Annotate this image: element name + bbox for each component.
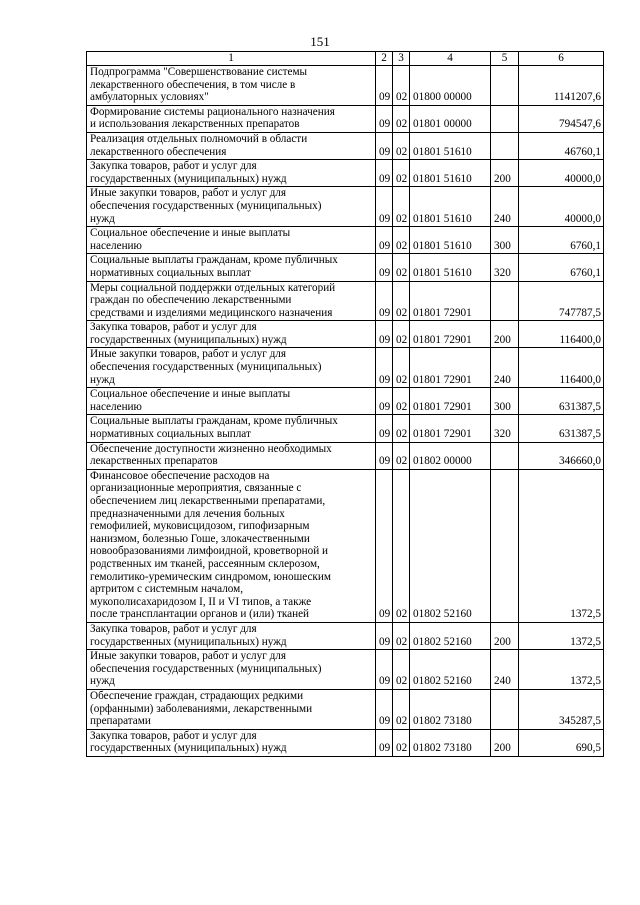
- amount-cell: 6760,1: [519, 227, 604, 254]
- subsection-cell: 02: [393, 388, 410, 415]
- subsection-cell: 02: [393, 254, 410, 281]
- expense-type-cell: 320: [491, 254, 519, 281]
- expense-type-cell: 200: [491, 160, 519, 187]
- row-name-cell: Подпрограмма "Совершенствование системы лекарственного обеспечения, в том числе в амбулаторных условиях": [87, 66, 376, 106]
- row-name-cell: Социальное обеспечение и иные выплаты населению: [87, 227, 376, 254]
- table-row: [87, 132, 604, 159]
- amount-cell: 346660,0: [519, 442, 604, 469]
- target-article-cell: 01801 00000: [410, 105, 491, 132]
- column-header: 6: [519, 52, 604, 66]
- expense-type-cell: 240: [491, 187, 519, 227]
- section-cell: 09: [376, 622, 393, 649]
- expense-type-cell: [491, 689, 519, 729]
- row-name-cell: Закупка товаров, работ и услуг для государственных (муниципальных) нужд: [87, 321, 376, 348]
- table-header-row: [87, 52, 604, 66]
- table-row: [87, 187, 604, 227]
- budget-table: [86, 51, 604, 757]
- target-article-cell: 01801 72901: [410, 281, 491, 321]
- amount-cell: 1372,5: [519, 622, 604, 649]
- target-article-cell: 01801 51610: [410, 132, 491, 159]
- section-cell: 09: [376, 650, 393, 690]
- subsection-cell: 02: [393, 469, 410, 622]
- target-article-cell: 01802 73180: [410, 689, 491, 729]
- table-row: [87, 105, 604, 132]
- subsection-cell: 02: [393, 442, 410, 469]
- section-cell: 09: [376, 254, 393, 281]
- column-header: 3: [393, 52, 410, 66]
- target-article-cell: 01802 52160: [410, 650, 491, 690]
- column-header: 5: [491, 52, 519, 66]
- section-cell: 09: [376, 132, 393, 159]
- target-article-cell: 01802 73180: [410, 729, 491, 756]
- table-row: [87, 348, 604, 388]
- section-cell: 09: [376, 388, 393, 415]
- table-row: [87, 622, 604, 649]
- amount-cell: 794547,6: [519, 105, 604, 132]
- row-name-cell: Обеспечение доступности жизненно необходимых лекарственных препаратов: [87, 442, 376, 469]
- expense-type-cell: 200: [491, 321, 519, 348]
- row-name-cell: Социальное обеспечение и иные выплаты населению: [87, 388, 376, 415]
- target-article-cell: 01801 72901: [410, 348, 491, 388]
- amount-cell: 116400,0: [519, 321, 604, 348]
- amount-cell: 116400,0: [519, 348, 604, 388]
- amount-cell: 6760,1: [519, 254, 604, 281]
- section-cell: 09: [376, 187, 393, 227]
- amount-cell: 1141207,6: [519, 66, 604, 106]
- expense-type-cell: [491, 469, 519, 622]
- row-name-cell: Обеспечение граждан, страдающих редкими (орфанными) заболеваниями, лекарственными препаратами: [87, 689, 376, 729]
- subsection-cell: 02: [393, 105, 410, 132]
- amount-cell: 631387,5: [519, 388, 604, 415]
- subsection-cell: 02: [393, 415, 410, 442]
- expense-type-cell: [491, 66, 519, 106]
- row-name-cell: Закупка товаров, работ и услуг для государственных (муниципальных) нужд: [87, 160, 376, 187]
- row-name-cell: Социальные выплаты гражданам, кроме публичных нормативных социальных выплат: [87, 254, 376, 281]
- expense-type-cell: [491, 132, 519, 159]
- amount-cell: 631387,5: [519, 415, 604, 442]
- section-cell: 09: [376, 66, 393, 106]
- section-cell: 09: [376, 729, 393, 756]
- row-name-cell: Закупка товаров, работ и услуг для государственных (муниципальных) нужд: [87, 622, 376, 649]
- table-row: [87, 729, 604, 756]
- subsection-cell: 02: [393, 160, 410, 187]
- column-header: 4: [410, 52, 491, 66]
- amount-cell: 1372,5: [519, 469, 604, 622]
- amount-cell: 40000,0: [519, 160, 604, 187]
- table-row: [87, 415, 604, 442]
- section-cell: 09: [376, 348, 393, 388]
- section-cell: 09: [376, 321, 393, 348]
- expense-type-cell: [491, 442, 519, 469]
- target-article-cell: 01802 52160: [410, 622, 491, 649]
- table-row: [87, 227, 604, 254]
- subsection-cell: 02: [393, 66, 410, 106]
- page-number: 151: [310, 34, 330, 49]
- table-row: [87, 281, 604, 321]
- table-row: [87, 689, 604, 729]
- row-name-cell: Иные закупки товаров, работ и услуг для обеспечения государственных (муниципальных) нужд: [87, 187, 376, 227]
- section-cell: 09: [376, 689, 393, 729]
- table-row: [87, 650, 604, 690]
- target-article-cell: 01801 72901: [410, 321, 491, 348]
- target-article-cell: 01801 72901: [410, 388, 491, 415]
- row-name-cell: Социальные выплаты гражданам, кроме публичных нормативных социальных выплат: [87, 415, 376, 442]
- row-name-cell: Иные закупки товаров, работ и услуг для обеспечения государственных (муниципальных) нужд: [87, 650, 376, 690]
- expense-type-cell: 240: [491, 650, 519, 690]
- subsection-cell: 02: [393, 187, 410, 227]
- table-row: [87, 388, 604, 415]
- target-article-cell: 01802 52160: [410, 469, 491, 622]
- expense-type-cell: 300: [491, 227, 519, 254]
- amount-cell: 747787,5: [519, 281, 604, 321]
- section-cell: 09: [376, 227, 393, 254]
- expense-type-cell: [491, 281, 519, 321]
- table-row: [87, 160, 604, 187]
- amount-cell: 40000,0: [519, 187, 604, 227]
- section-cell: 09: [376, 160, 393, 187]
- subsection-cell: 02: [393, 281, 410, 321]
- expense-type-cell: 200: [491, 622, 519, 649]
- amount-cell: 345287,5: [519, 689, 604, 729]
- expense-type-cell: 240: [491, 348, 519, 388]
- section-cell: 09: [376, 281, 393, 321]
- row-name-cell: Иные закупки товаров, работ и услуг для обеспечения государственных (муниципальных) нужд: [87, 348, 376, 388]
- section-cell: 09: [376, 442, 393, 469]
- section-cell: 09: [376, 469, 393, 622]
- target-article-cell: 01801 51610: [410, 254, 491, 281]
- target-article-cell: 01801 72901: [410, 415, 491, 442]
- expense-type-cell: 200: [491, 729, 519, 756]
- expense-type-cell: 320: [491, 415, 519, 442]
- section-cell: 09: [376, 105, 393, 132]
- table-row: [87, 442, 604, 469]
- amount-cell: 1372,5: [519, 650, 604, 690]
- subsection-cell: 02: [393, 132, 410, 159]
- subsection-cell: 02: [393, 227, 410, 254]
- expense-type-cell: 300: [491, 388, 519, 415]
- column-header: 2: [376, 52, 393, 66]
- subsection-cell: 02: [393, 321, 410, 348]
- subsection-cell: 02: [393, 729, 410, 756]
- target-article-cell: 01801 51610: [410, 227, 491, 254]
- table-row: [87, 254, 604, 281]
- row-name-cell: Финансовое обеспечение расходов на организационные мероприятия, связанные с обеспечением лиц лекарственными препаратами, предназначенными для лечения больных гемофилией, муковисцидозом, гипофизарным нанизмом, болезнью Гоше, злокачественными новообразованиями лимфоидной, кроветворной и родственных им тканей, рассеянным склерозом, гемолитико-уремическим синдромом, юношеским артритом с системным началом, мукополисахаридозом I, II и VI типов, а также после трансплантации органов и (или) тканей: [87, 469, 376, 622]
- subsection-cell: 02: [393, 689, 410, 729]
- target-article-cell: 01800 00000: [410, 66, 491, 106]
- column-header: 1: [87, 52, 376, 66]
- subsection-cell: 02: [393, 650, 410, 690]
- target-article-cell: 01802 00000: [410, 442, 491, 469]
- subsection-cell: 02: [393, 622, 410, 649]
- target-article-cell: 01801 51610: [410, 187, 491, 227]
- amount-cell: 46760,1: [519, 132, 604, 159]
- table-row: [87, 469, 604, 622]
- expense-type-cell: [491, 105, 519, 132]
- subsection-cell: 02: [393, 348, 410, 388]
- amount-cell: 690,5: [519, 729, 604, 756]
- row-name-cell: Реализация отдельных полномочий в области лекарственного обеспечения: [87, 132, 376, 159]
- table-row: [87, 321, 604, 348]
- section-cell: 09: [376, 415, 393, 442]
- row-name-cell: Формирование системы рационального назначения и использования лекарственных препаратов: [87, 105, 376, 132]
- table-row: [87, 66, 604, 106]
- row-name-cell: Закупка товаров, работ и услуг для государственных (муниципальных) нужд: [87, 729, 376, 756]
- target-article-cell: 01801 51610: [410, 160, 491, 187]
- row-name-cell: Меры социальной поддержки отдельных категорий граждан по обеспечению лекарственными средствами и изделиями медицинского назначения: [87, 281, 376, 321]
